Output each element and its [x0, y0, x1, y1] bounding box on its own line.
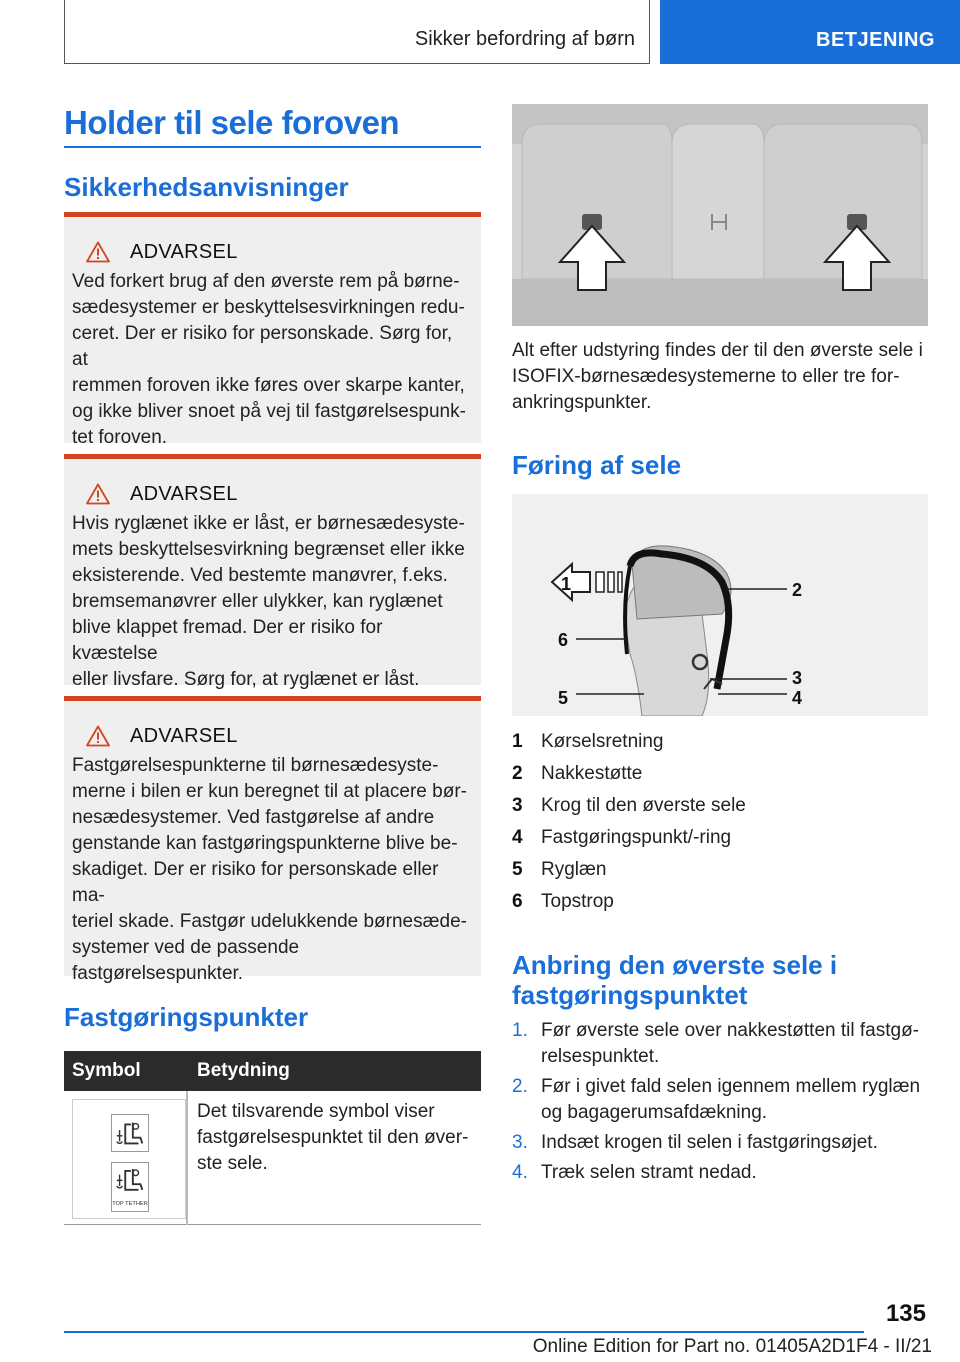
photo-caption: Alt efter udstyring findes der til den øverste sele i ISOFIX-børnesædesystemerne to eller tre for- ankringspunkter. [512, 340, 923, 413]
table-header [64, 1051, 481, 1091]
section-title: Sikker befordring af børn [414, 28, 635, 50]
symbol-cell [72, 1099, 186, 1219]
list-item: 6 Topstrop [512, 891, 614, 912]
anchor-points-heading: Fastgøringspunkter [64, 1002, 309, 1032]
warning-label: ADVARSEL [130, 482, 238, 505]
edition-text: Online Edition for Part no. 01405A2D1F4 - II/21 [532, 1336, 932, 1357]
warning-box-2 [64, 454, 481, 690]
attach-steps [512, 1018, 932, 1190]
table-column-divider [186, 1091, 188, 1225]
top-tether-label: TOP TETHER [112, 1201, 148, 1207]
isofix-child-seat-icon [111, 1114, 149, 1152]
diagram-label-5: 5 [558, 688, 569, 708]
list-item: 4 Fastgøringspunkt/-ring [512, 827, 732, 848]
symbol-table [64, 1051, 481, 1225]
step-item: 4. Træk selen stramt nedad. [512, 1162, 757, 1183]
attach-heading: Anbring den øverste sele i fastgøringspunktet [512, 950, 838, 1010]
list-item: 3 Krog til den øverste sele [512, 795, 746, 816]
page-title: Holder til sele foroven [64, 104, 400, 141]
footer-divider [64, 1331, 864, 1333]
warning-label: ADVARSEL [130, 240, 238, 263]
warning-text: Hvis ryglænet ikke er låst, er børnesædesyste- mets beskyttelsesvirkning begrænset eller ikke eksisterende. Ved bestemte manøvrer, f.eks. bremsemanøvrer eller ulykker, kan ryglænet blive klappet fremad. Der er risiko for kvæstelse eller livsfare. Sørg for, at ryglænet er låst. [72, 513, 465, 690]
warning-text: Ved forkert brug af den øverste rem på børne- sædesystemer er beskyttelsesvirkningen redu- ceret. Der er risiko for personskade. Sørg for, at remmen foroven ikke føres over skarpe kanter, og ikke bliver snoet på vej til fastgørelsespunk- tet foroven. [72, 271, 466, 448]
symbol-meaning-text: Det tilsvarende symbol viser fastgørelsespunktet til den øver- ste sele. [197, 1101, 469, 1174]
diagram-legend [512, 726, 932, 918]
strap-routing-diagram [512, 494, 928, 716]
warning-triangle-icon [86, 483, 110, 505]
page-number: 135 [885, 1300, 926, 1327]
warning-triangle-icon [86, 725, 110, 747]
diagram-label-3: 3 [792, 668, 803, 688]
table-row [64, 1091, 481, 1225]
column-header-meaning: Betydning [197, 1060, 290, 1081]
header-section-box [64, 0, 650, 64]
warning-box-1 [64, 212, 481, 448]
chapter-tab[interactable] [660, 0, 960, 64]
diagram-label-2: 2 [792, 580, 803, 600]
step-item: 3. Indsæt krogen til selen i fastgøringsøjet. [512, 1132, 878, 1153]
top-tether-icon [111, 1162, 149, 1212]
routing-heading: Føring af sele [512, 450, 682, 480]
diagram-label-6: 6 [558, 630, 569, 650]
list-item: 2 Nakkestøtte [512, 763, 643, 784]
anchor-points-photo [512, 104, 928, 326]
chapter-tab-label: BETJENING [816, 29, 935, 51]
diagram-label-4: 4 [792, 688, 803, 708]
safety-heading: Sikkerhedsanvisninger [64, 172, 349, 202]
warning-triangle-icon [86, 241, 110, 263]
step-item: 1. Før øverste sele over nakkestøtten til fastgø- relsespunktet. [512, 1020, 919, 1067]
column-header-symbol: Symbol [72, 1060, 141, 1081]
list-item: 1 Kørselsretning [512, 731, 664, 752]
title-divider [64, 146, 481, 148]
warning-box-3 [64, 696, 481, 984]
diagram-label-1: 1 [561, 574, 572, 594]
list-item: 5 Ryglæn [512, 859, 607, 880]
warning-text: Fastgørelsespunkterne til børnesædesyste- merne i bilen er kun beregnet til at placere bør- nesædesystemer. Ved fastgørelse af andre genstande kan fastgøringspunkterne blive be- skadiget. Der er risiko for personskade eller ma- teriel skade. Fastgør udelukkende børnesæde- systemer ved de passende fastgørelsespunkter. [72, 755, 467, 984]
step-item: 2. Før i givet fald selen igennem mellem ryglæn og bagagerumsafdækning. [512, 1076, 921, 1123]
warning-label: ADVARSEL [130, 724, 238, 747]
